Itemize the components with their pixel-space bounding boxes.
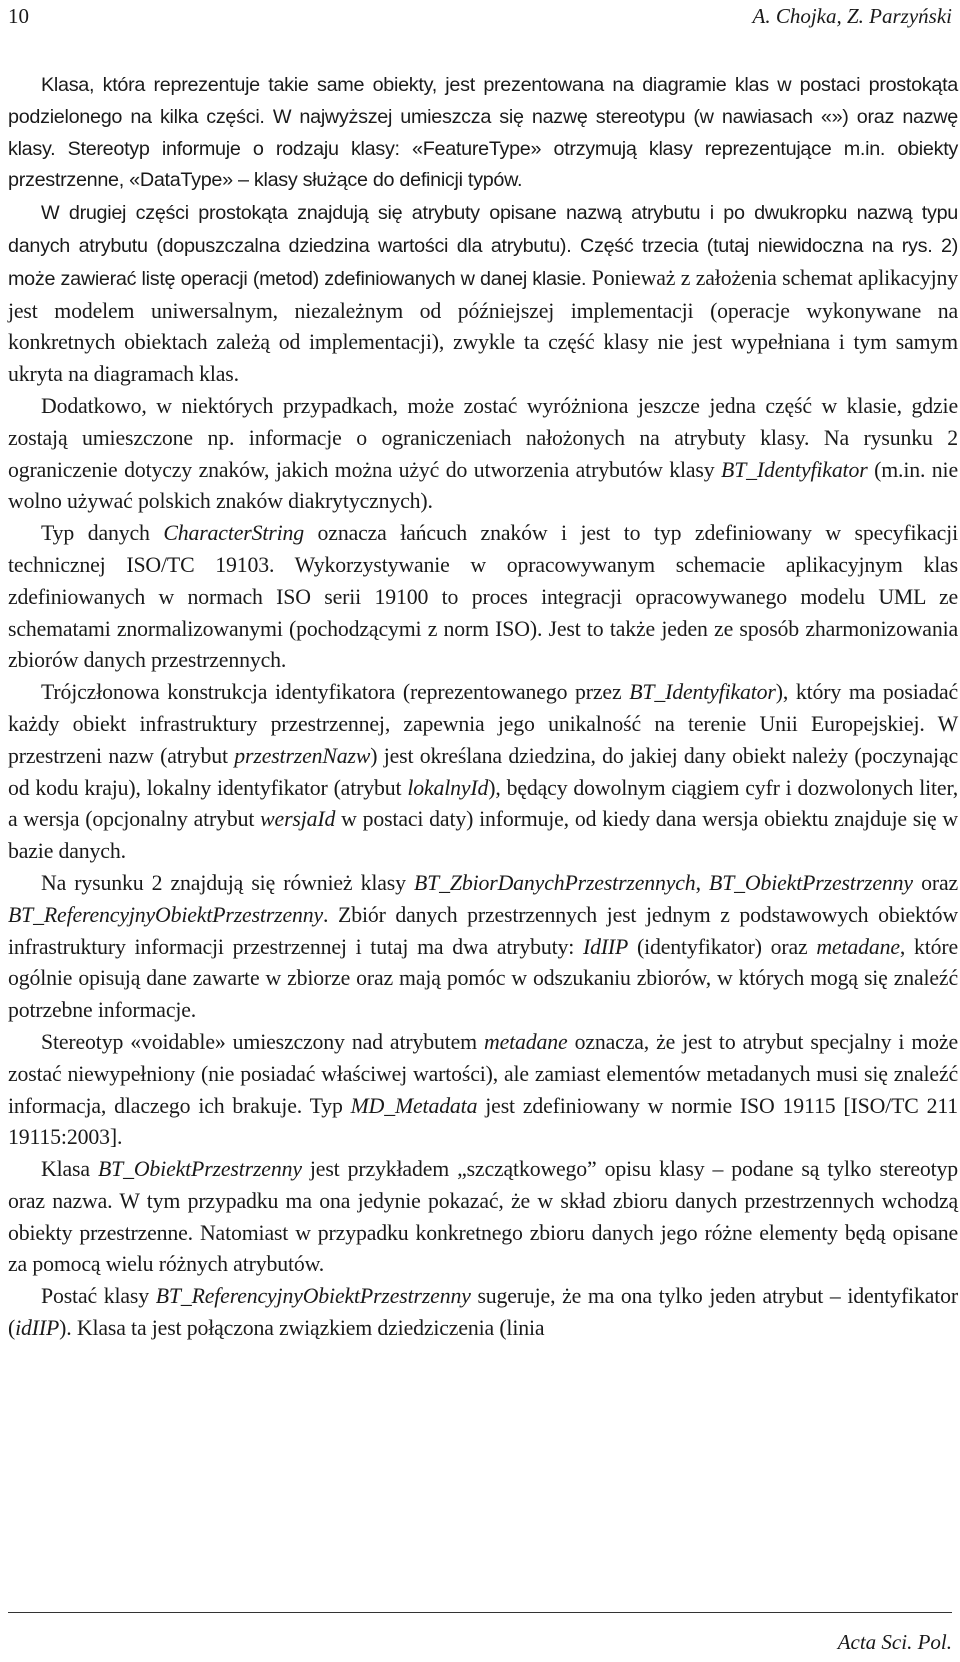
paragraph-text: Stereotyp «voidable» umieszczony nad atrybutem [41, 1029, 485, 1054]
paragraph-text: . Zbiór danych przestrzennych jest jednym z podstawowych obiektów infrastruktury informacji przestrzennej i tutaj ma dwa atrybuty: [8, 902, 958, 959]
paragraph-text: Typ danych [41, 521, 164, 546]
paragraph-attributes-operations [8, 197, 958, 391]
paragraph-text: jest zdefiniowany w normie ISO 19115 [ISO/TC 211 19115:2003]. [8, 1093, 959, 1150]
attribute-name-term: wersjaId [260, 807, 336, 832]
paragraph-text: , które ogólnie opisują dane zawarte w zbiorze oraz mają pomóc w odszukaniu zbiorów, w których mogą się znaleźć potrzebne informacje. [8, 934, 958, 1023]
class-name-term: BT_ObiektPrzestrzenny [97, 1157, 302, 1182]
paragraph-voidable [8, 1027, 958, 1154]
paragraph-text: (identyfikator) oraz [628, 934, 817, 959]
paragraph-reference-object [8, 1281, 958, 1345]
paragraph-text: oznacza łańcuch znaków i jest to typ zdefiniowany w specyfikacji technicznej ISO/TC 19103. Wykorzystywanie w opracowywanym schemacie aplikacyjnym klas zdefiniowanych w normach ISO serii 19100 to proces integracji opracowywanego modelu UML ze schematami znormalizowanymi (pochodzącymi z norm ISO). Jest to także jeden ze sposób zharmonizowania zbiorów danych przestrzennych. [8, 521, 958, 673]
paragraph-text: ), będący dowolnym ciągiem cyfr i dozwolonych liter, a wersja (opcjonalny atrybut [8, 775, 958, 832]
paragraph-text: w postaci daty) informuje, od kiedy dana wersja obiektu znajduje się w bazie danych. [8, 807, 958, 864]
paragraph-identifier [8, 677, 958, 868]
paragraph-text: Ponieważ z założenia schemat aplikacyjny jest modelem uniwersalnym, niezależnym od późniejszej implementacji (operacje wykonywane na konkretnych obiektach zależą od implementacji), zwykle ta część klasy nie jest wypełniana i tym samym ukryta na diagramach klas. [8, 265, 959, 387]
paragraph-text: , [695, 870, 710, 895]
paragraph-text: Na rysunku 2 znajdują się również klasy [41, 870, 414, 895]
attribute-name-term: idIIP [15, 1316, 60, 1341]
paragraph-characterstring [8, 518, 958, 677]
paragraph-text: Klasa, która reprezentuje takie same obiekty, jest prezentowana na diagramie klas w postaci prostokąta podzielonego na kilka części. W najwyższej umieszcza się nazwę stereotypu (w nawiasach «») oraz nazwę klasy. Stereotyp informuje o rodzaju klasy: «FeatureType» otrzymują klasy reprezentujące m.in. obiekty przestrzenne, «DataType» – klasy służące do definicji typów. [8, 74, 958, 192]
paragraph-text: Dodatkowo, w niektórych przypadkach, może zostać wyróżniona jeszcze jedna część w klasie, gdzie zostają umieszczone np. informacje o ograniczeniach nałożonych na atrybuty klasy. Na rysunku 2 ograniczenie dotyczy znaków, jakich można użyć do utworzenia atrybutów klasy [8, 393, 958, 482]
type-name-term: MD_Metadata [350, 1093, 478, 1118]
page-header [8, 4, 952, 34]
article-body [8, 70, 958, 1345]
attribute-name-term: IdIIP [582, 934, 629, 959]
attribute-name-term: metadane [816, 934, 900, 959]
paragraph-text-sans: W drugiej części prostokąta znajdują się atrybuty opisane nazwą atrybutu i po dwukropku nazwą typu danych atrybutu (dopuszczalna dziedzina wartości dla atrybutu). Część trzecia (tutaj niewidoczna na rys. 2) może zawierać listę operacji (metod) zdefiniowanych w danej klasie. [8, 202, 958, 290]
class-name-term: BT_ZbiorDanychPrzestrzennych [414, 870, 696, 895]
class-name-term: BT_Identyfikator [721, 457, 868, 482]
paragraph-class-stereotypes [8, 70, 958, 197]
paragraph-text: sugeruje, że ma ona tylko jeden atrybut – identyfikator ( [8, 1284, 958, 1341]
class-name-term: BT_ObiektPrzestrzenny [709, 870, 913, 895]
class-name-term: BT_ReferencyjnyObiektPrzestrzenny [155, 1284, 471, 1309]
paragraph-spatial-object [8, 1154, 958, 1281]
page-number: 10 [8, 4, 29, 28]
paragraph-text: ) jest określana dziedzina, do jakiej dany obiekt należy (poczynając od kodu kraju), lokalny identyfikator (atrybut [8, 743, 959, 800]
paragraph-text: ). Klasa ta jest połączona związkiem dziedziczenia (linia [59, 1316, 545, 1341]
type-name-term: CharacterString [163, 521, 304, 546]
paragraph-text: oraz [912, 870, 958, 895]
paragraph-text: ), który ma posiadać każdy obiekt infrastruktury przestrzennej, zapewnia jego unikalność na terenie Unii Europejskiej. W przestrzeni nazw (atrybut [8, 680, 958, 768]
journal-footer: Acta Sci. Pol. [837, 1630, 952, 1654]
running-head-authors: A. Chojka, Z. Parzyński [752, 4, 952, 28]
paragraph-text: Postać klasy [41, 1284, 156, 1309]
paragraph-text: (m.in. nie wolno używać polskich znaków diakrytycznych). [8, 457, 958, 514]
paragraph-text: Trójczłonowa konstrukcja identyfikatora (reprezentowanego przez [41, 680, 630, 705]
paragraph-text: jest przykładem „szczątkowego” opisu klasy – podane są tylko stereotyp oraz nazwa. W tym przypadku ma ona jedynie pokazać, że w skład zbioru danych przestrzennych wchodzą obiekty przestrzenne. Natomiast w przypadku konkretnego zbioru danych jego różne elementy będą opisane za pomocą wielu różnych atrybutów. [8, 1157, 958, 1277]
paragraph-spatial-dataset [8, 868, 958, 1027]
attribute-name-term: lokalnyId [407, 775, 489, 800]
class-name-term: BT_Identyfikator [629, 680, 776, 705]
paragraph-text: oznacza, że jest to atrybut specjalny i może zostać niewypełniony (nie posiadać właściwej wartości), ale zamiast elementów metadanych musi się znaleźć informacja, dlaczego ich brakuje. Typ [8, 1029, 958, 1118]
attribute-name-term: przestrzenNazw [234, 743, 371, 768]
attribute-name-term: metadane [484, 1029, 568, 1054]
paragraph-constraints [8, 391, 958, 518]
paragraph-text: Klasa [41, 1157, 98, 1182]
class-name-term: BT_ReferencyjnyObiektPrzestrzenny [8, 902, 324, 927]
footer-divider [8, 1612, 952, 1613]
